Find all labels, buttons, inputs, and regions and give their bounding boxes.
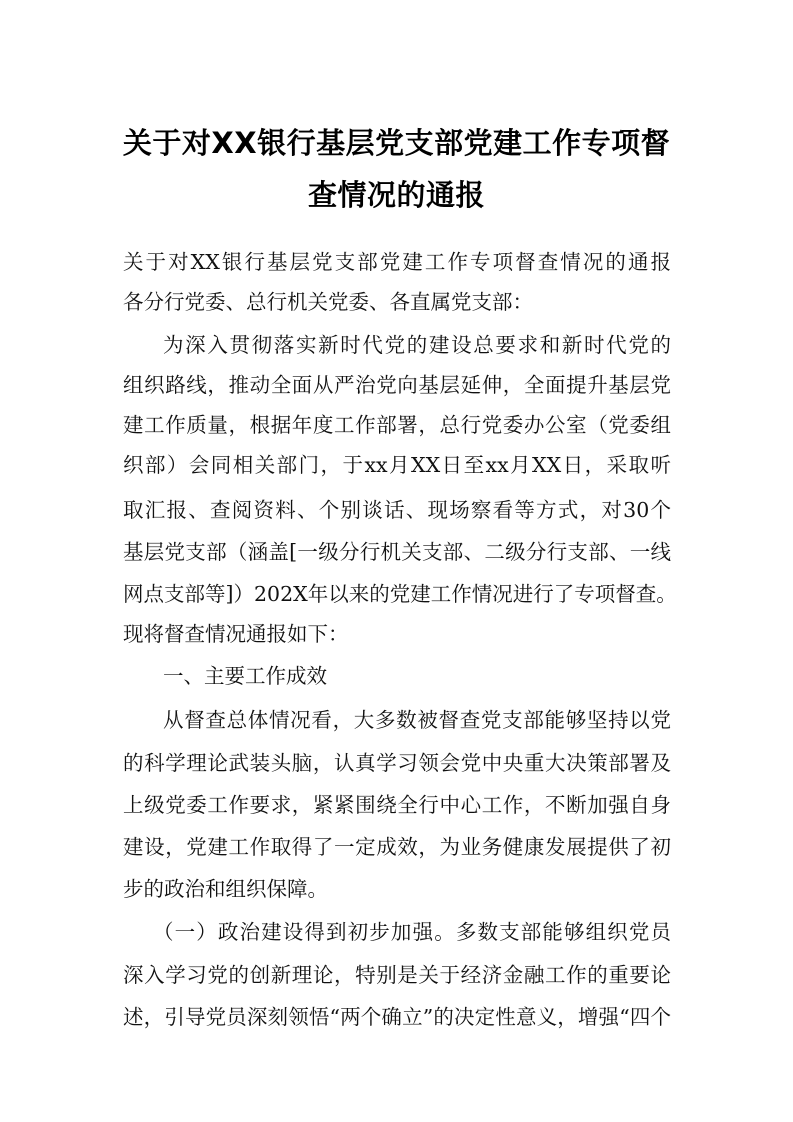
body-line: 上级党委工作要求，紧紧围绕全行中心工作，不断加强自身: [123, 793, 671, 817]
body-line: 网点支部等]）202X年以来的党建工作情况进行了专项督查。: [123, 582, 677, 606]
subsection-line: （一）政治建设得到初步加强。多数支部能够组织党员: [153, 920, 671, 944]
body-line: 步的政治和组织保障。: [123, 877, 328, 901]
document-title-line-1: 关于对XX银行基层党支部党建工作专项督: [122, 126, 671, 160]
body-line: 建工作质量，根据年度工作部署，总行党委办公室（党委组: [123, 413, 671, 437]
body-line: 基层党支部（涵盖[一级分行机关支部、二级分行支部、一线: [123, 540, 671, 564]
salutation-line: 各分行党委、总行机关党委、各直属党支部：: [123, 290, 533, 314]
body-line: 取汇报、查阅资料、个别谈话、现场察看等方式，对30个: [123, 498, 671, 522]
body-line: 为深入贯彻落实新时代党的建设总要求和新时代党的: [163, 333, 671, 357]
body-line: 关于对XX银行基层党支部党建工作专项督查情况的通报: [123, 250, 671, 274]
body-line: 深入学习党的创新理论，特别是关于经济金融工作的重要论: [123, 963, 671, 987]
body-line: 现将督查情况通报如下：: [123, 622, 349, 646]
body-line: 的科学理论武装头脑，认真学习领会党中央重大决策部署及: [123, 751, 671, 775]
document-title-line-2: 查情况的通报: [307, 178, 485, 212]
body-line: 组织路线，推动全面从严治党向基层延伸，全面提升基层党: [123, 373, 671, 397]
section-heading: 一、主要工作成效: [163, 664, 327, 688]
body-line: 建设，党建工作取得了一定成效，为业务健康发展提供了初: [123, 835, 671, 859]
body-line: 织部）会同相关部门，于xx月XX日至xx月XX日，采取听: [123, 453, 671, 477]
body-line: 述，引导党员深刻领悟“两个确立”的决定性意义，增强“四个: [123, 1005, 671, 1029]
body-line: 从督查总体情况看，大多数被督查党支部能够坚持以党: [163, 708, 671, 732]
